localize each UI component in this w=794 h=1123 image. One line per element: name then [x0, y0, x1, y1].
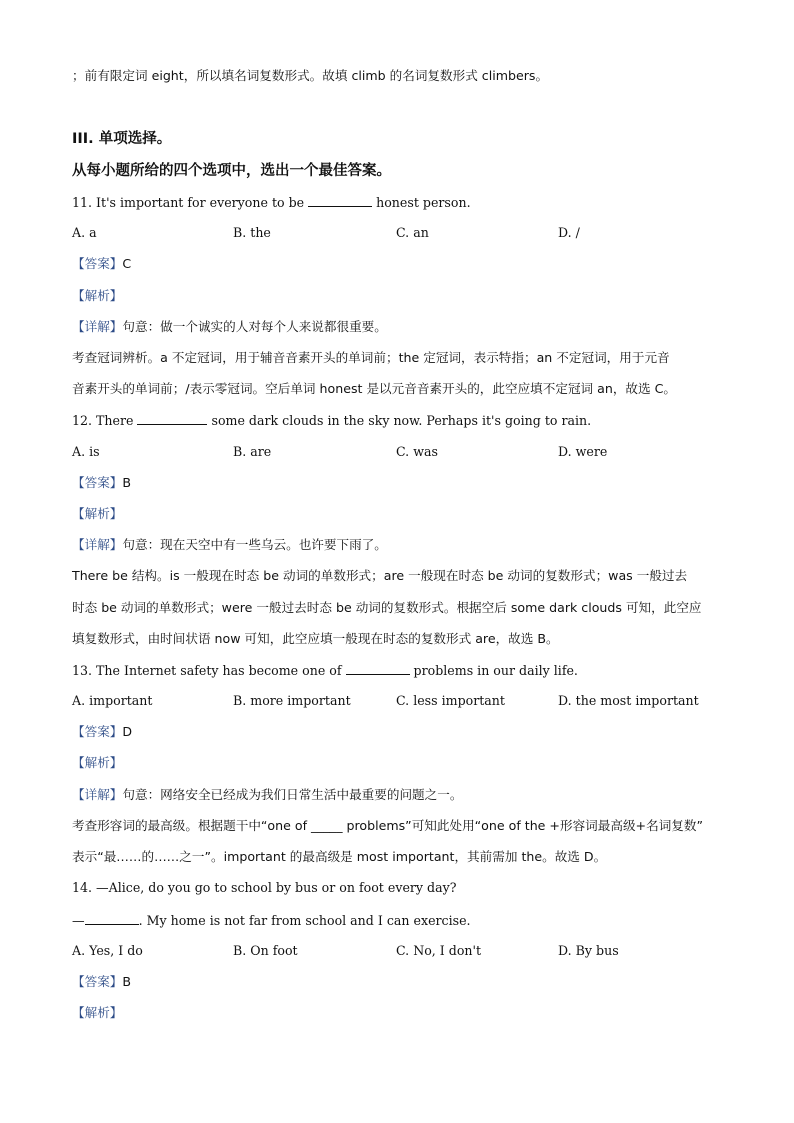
question-11-explanation-line-2: 音素开头的单词前；/表示零冠词。空后单词 honest 是以元音音素开头的，此空应填不定冠词 an，故选 C。: [72, 381, 677, 396]
question-13-detail: [72, 787, 462, 803]
detail-text: 句意：现在天空中有一些乌云。也许要下雨了。: [122, 537, 387, 552]
question-11-answer: [72, 256, 131, 272]
answer-value: B: [122, 475, 132, 490]
question-12-stem-after: some dark clouds in the sky now. Perhaps it's going to rain.: [207, 413, 592, 428]
question-11-stem: [72, 194, 471, 211]
question-14-stem-line-1: 14. —Alice, do you go to school by bus or on foot every day?: [72, 880, 457, 895]
question-14-stem-before: —: [72, 913, 85, 928]
question-12-stem-before: 12. There: [72, 413, 138, 428]
option-b: B. more important: [233, 693, 351, 708]
question-13-stem: [72, 662, 578, 679]
option-a: A. important: [72, 693, 153, 708]
answer-label: 【答案】: [72, 724, 123, 739]
analysis-label: 【解析】: [72, 1005, 123, 1020]
question-14-analysis-label: [72, 1005, 122, 1021]
question-11-stem-before: 11. It's important for everyone to be: [72, 195, 309, 210]
answer-blank: [346, 662, 410, 675]
question-13-analysis-label: [72, 755, 122, 771]
detail-text: 句意：做一个诚实的人对每个人来说都很重要。: [122, 319, 387, 334]
option-b: B. are: [233, 444, 272, 459]
option-a: A. Yes, I do: [72, 943, 143, 958]
detail-label: 【详解】: [72, 537, 123, 552]
question-13-answer: [72, 724, 132, 740]
answer-blank: [308, 194, 372, 207]
option-c: C. less important: [396, 693, 505, 708]
option-d: D. /: [558, 225, 580, 240]
question-11-analysis-label: [72, 288, 122, 304]
option-b: B. the: [233, 225, 271, 240]
answer-blank: [85, 912, 139, 925]
question-12-explanation-line-2: 时态 be 动词的单数形式；were 一般过去时态 be 动词的复数形式。根据空后 some dark clouds 可知，此空应: [72, 600, 702, 615]
question-14-stem-line-2: [72, 912, 471, 929]
option-c: C. an: [396, 225, 429, 240]
detail-label: 【详解】: [72, 319, 123, 334]
question-11-stem-after: honest person.: [372, 195, 471, 210]
option-c: C. was: [396, 444, 438, 459]
answer-label: 【答案】: [72, 256, 123, 271]
intro-line: ；前有限定词 eight，所以填名词复数形式。故填 climb 的名词复数形式 climbers。: [72, 68, 549, 83]
analysis-label: 【解析】: [72, 506, 123, 521]
section-title: III. 单项选择。: [72, 131, 172, 147]
question-11-detail: [72, 319, 387, 335]
question-13-stem-after: problems in our daily life.: [409, 663, 578, 678]
option-d: D. By bus: [558, 943, 619, 958]
question-12-answer: [72, 475, 131, 491]
option-b: B. On foot: [233, 943, 298, 958]
answer-label: 【答案】: [72, 974, 123, 989]
detail-text: 句意：网络安全已经成为我们日常生活中最重要的问题之一。: [122, 787, 463, 802]
question-14-answer: [72, 974, 131, 990]
option-a: A. a: [72, 225, 97, 240]
answer-value: C: [122, 256, 132, 271]
option-d: D. were: [558, 444, 608, 459]
section-instruction: 从每小题所给的四个选项中，选出一个最佳答案。: [72, 163, 391, 179]
question-12-stem: [72, 412, 591, 429]
option-d: D. the most important: [558, 693, 699, 708]
option-c: C. No, I don't: [396, 943, 482, 958]
question-12-detail: [72, 537, 387, 553]
question-12-analysis-label: [72, 506, 122, 522]
analysis-label: 【解析】: [72, 288, 123, 303]
question-13-explanation-line-1: 考查形容词的最高级。根据题干中“one of _____ problems”可知此处用“one of the +形容词最高级+名词复数”: [72, 818, 704, 833]
detail-label: 【详解】: [72, 787, 123, 802]
option-a: A. is: [72, 444, 100, 459]
answer-blank: [137, 412, 207, 425]
answer-label: 【答案】: [72, 475, 123, 490]
question-13-stem-before: 13. The Internet safety has become one of: [72, 663, 346, 678]
question-13-explanation-line-2: 表示“最……的……之一”。important 的最高级是 most important，其前需加 the。故选 D。: [72, 849, 607, 864]
question-12-explanation-line-1: There be 结构。is 一般现在时态 be 动词的单数形式；are 一般现在时态 be 动词的复数形式；was 一般过去: [72, 568, 688, 583]
analysis-label: 【解析】: [72, 755, 123, 770]
question-11-explanation-line-1: 考查冠词辨析。a 不定冠词，用于辅音音素开头的单词前；the 定冠词，表示特指；an 不定冠词，用于元音: [72, 350, 670, 365]
answer-value: D: [122, 724, 133, 739]
question-12-explanation-line-3: 填复数形式，由时间状语 now 可知，此空应填一般现在时态的复数形式 are，故选 B。: [72, 631, 559, 646]
question-14-stem-after: . My home is not far from school and I can exercise.: [138, 913, 471, 928]
answer-value: B: [122, 974, 132, 989]
